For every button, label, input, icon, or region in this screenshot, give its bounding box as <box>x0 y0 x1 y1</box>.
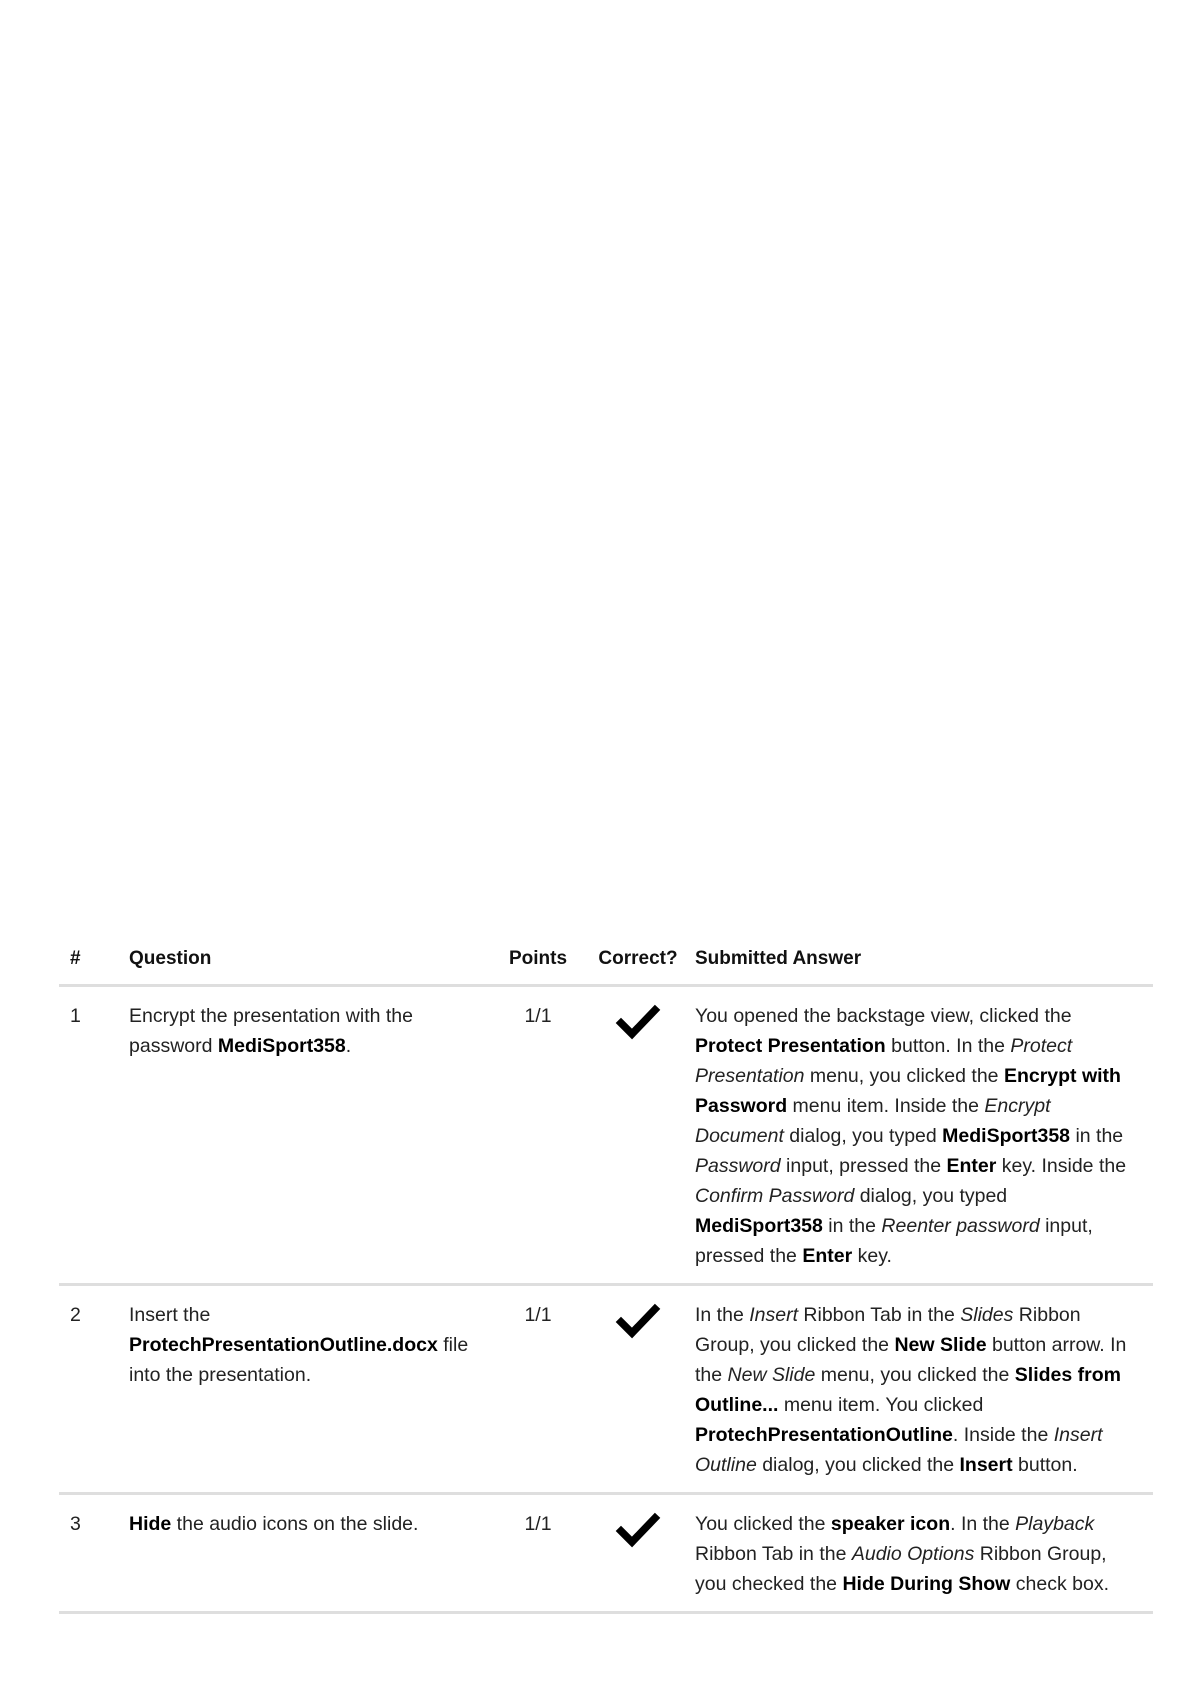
checkmark-icon <box>615 1511 661 1551</box>
correct-cell <box>581 1494 695 1613</box>
question-text: Encrypt the presentation with the password MediSport358. <box>129 986 495 1285</box>
results-table <box>59 948 1153 1614</box>
header-question: Question <box>129 948 495 986</box>
table-row <box>59 1494 1153 1613</box>
points-value: 1/1 <box>495 1494 581 1613</box>
header-answer: Submitted Answer <box>695 948 1153 986</box>
row-number: 1 <box>59 986 129 1285</box>
submitted-answer: You opened the backstage view, clicked the Protect Presentation button. In the Protect Presentation menu, you clicked the Encrypt with Password menu item. Inside the Encrypt Document dialog, you typed MediSport358 in the Password input, pressed the Enter key. Inside the Confirm Password dialog, you typed MediSport358 in the Reenter password input, pressed the Enter key. <box>695 986 1153 1285</box>
submitted-answer: In the Insert Ribbon Tab in the Slides Ribbon Group, you clicked the New Slide button arrow. In the New Slide menu, you clicked the Slides from Outline... menu item. You clicked ProtechPresentationOutline. Inside the Insert Outline dialog, you clicked the Insert button. <box>695 1285 1153 1494</box>
correct-cell <box>581 986 695 1285</box>
header-correct: Correct? <box>581 948 695 986</box>
correct-cell <box>581 1285 695 1494</box>
header-num: # <box>59 948 129 986</box>
header-row <box>59 948 1153 986</box>
checkmark-icon <box>615 1302 661 1342</box>
row-number: 2 <box>59 1285 129 1494</box>
submitted-answer: You clicked the speaker icon. In the Playback Ribbon Tab in the Audio Options Ribbon Group, you checked the Hide During Show check box. <box>695 1494 1153 1613</box>
checkmark-icon <box>615 1003 661 1043</box>
question-text: Insert the ProtechPresentationOutline.docx file into the presentation. <box>129 1285 495 1494</box>
table-row <box>59 1285 1153 1494</box>
row-number: 3 <box>59 1494 129 1613</box>
points-value: 1/1 <box>495 986 581 1285</box>
header-points: Points <box>495 948 581 986</box>
points-value: 1/1 <box>495 1285 581 1494</box>
question-text: Hide the audio icons on the slide. <box>129 1494 495 1613</box>
table-row <box>59 986 1153 1285</box>
